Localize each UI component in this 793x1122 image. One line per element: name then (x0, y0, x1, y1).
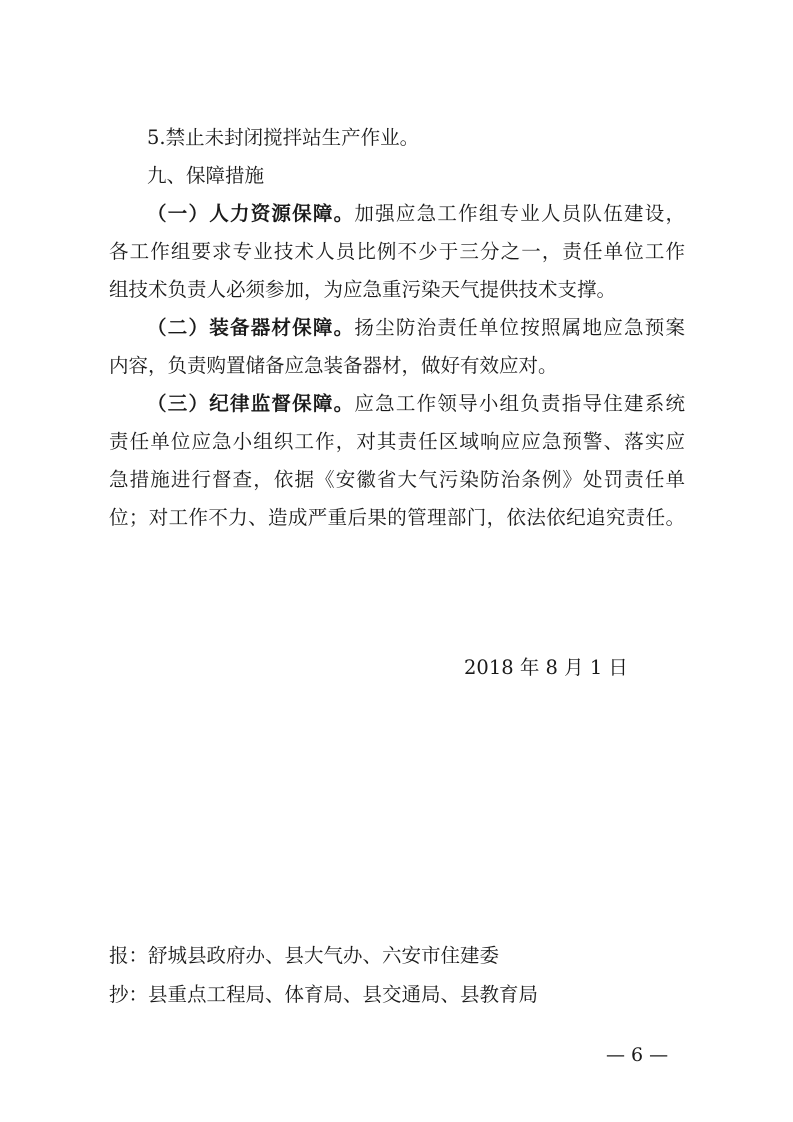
paragraph-1-line-2: 各工作组要求专业技术人员比例不少于三分之一，责任单位工作 (109, 240, 685, 263)
paragraph-1-line-3: 组技术负责人必须参加，为应急重污染天气提供技术支撑。 (109, 278, 617, 301)
paragraph-1-text: 加强应急工作组专业人员队伍建设， (354, 202, 685, 225)
paragraph-2-text: 扬尘防治责任单位按照属地应急预案 (354, 316, 685, 339)
item-5-text: 5.禁止未封闭搅拌站生产作业。 (147, 126, 420, 149)
paragraph-3-line-3: 急措施进行督查，依据《安徽省大气污染防治条例》处罚责任单 (109, 468, 685, 491)
copy-to-line: 抄：县重点工程局、体育局、县交通局、县教育局 (109, 983, 539, 1006)
paragraph-2-heading: （二）装备器材保障。 (147, 316, 355, 339)
page-number: — 6 — (606, 1044, 669, 1066)
paragraph-3-line-2: 责任单位应急小组织工作，对其责任区域响应应急预警、落实应 (109, 430, 685, 453)
paragraph-1-line-1 (147, 204, 685, 224)
paragraph-3-heading: （三）纪律监督保障。 (147, 392, 355, 415)
document-date: 2018 年 8 月 1 日 (464, 656, 628, 679)
paragraph-3-text: 应急工作领导小组负责指导住建系统 (354, 392, 685, 415)
paragraph-3-line-4: 位；对工作不力、造成严重后果的管理部门，依法依纪追究责任。 (109, 506, 685, 529)
report-to-line: 报：舒城县政府办、县大气办、六安市住建委 (109, 944, 500, 967)
section-9-heading: 九、保障措施 (147, 164, 265, 187)
paragraph-1-heading: （一）人力资源保障。 (147, 202, 355, 225)
paragraph-2-line-2: 内容，负责购置储备应急装备器材，做好有效应对。 (109, 354, 558, 377)
paragraph-2-line-1 (147, 318, 685, 338)
paragraph-3-line-1 (147, 394, 685, 414)
